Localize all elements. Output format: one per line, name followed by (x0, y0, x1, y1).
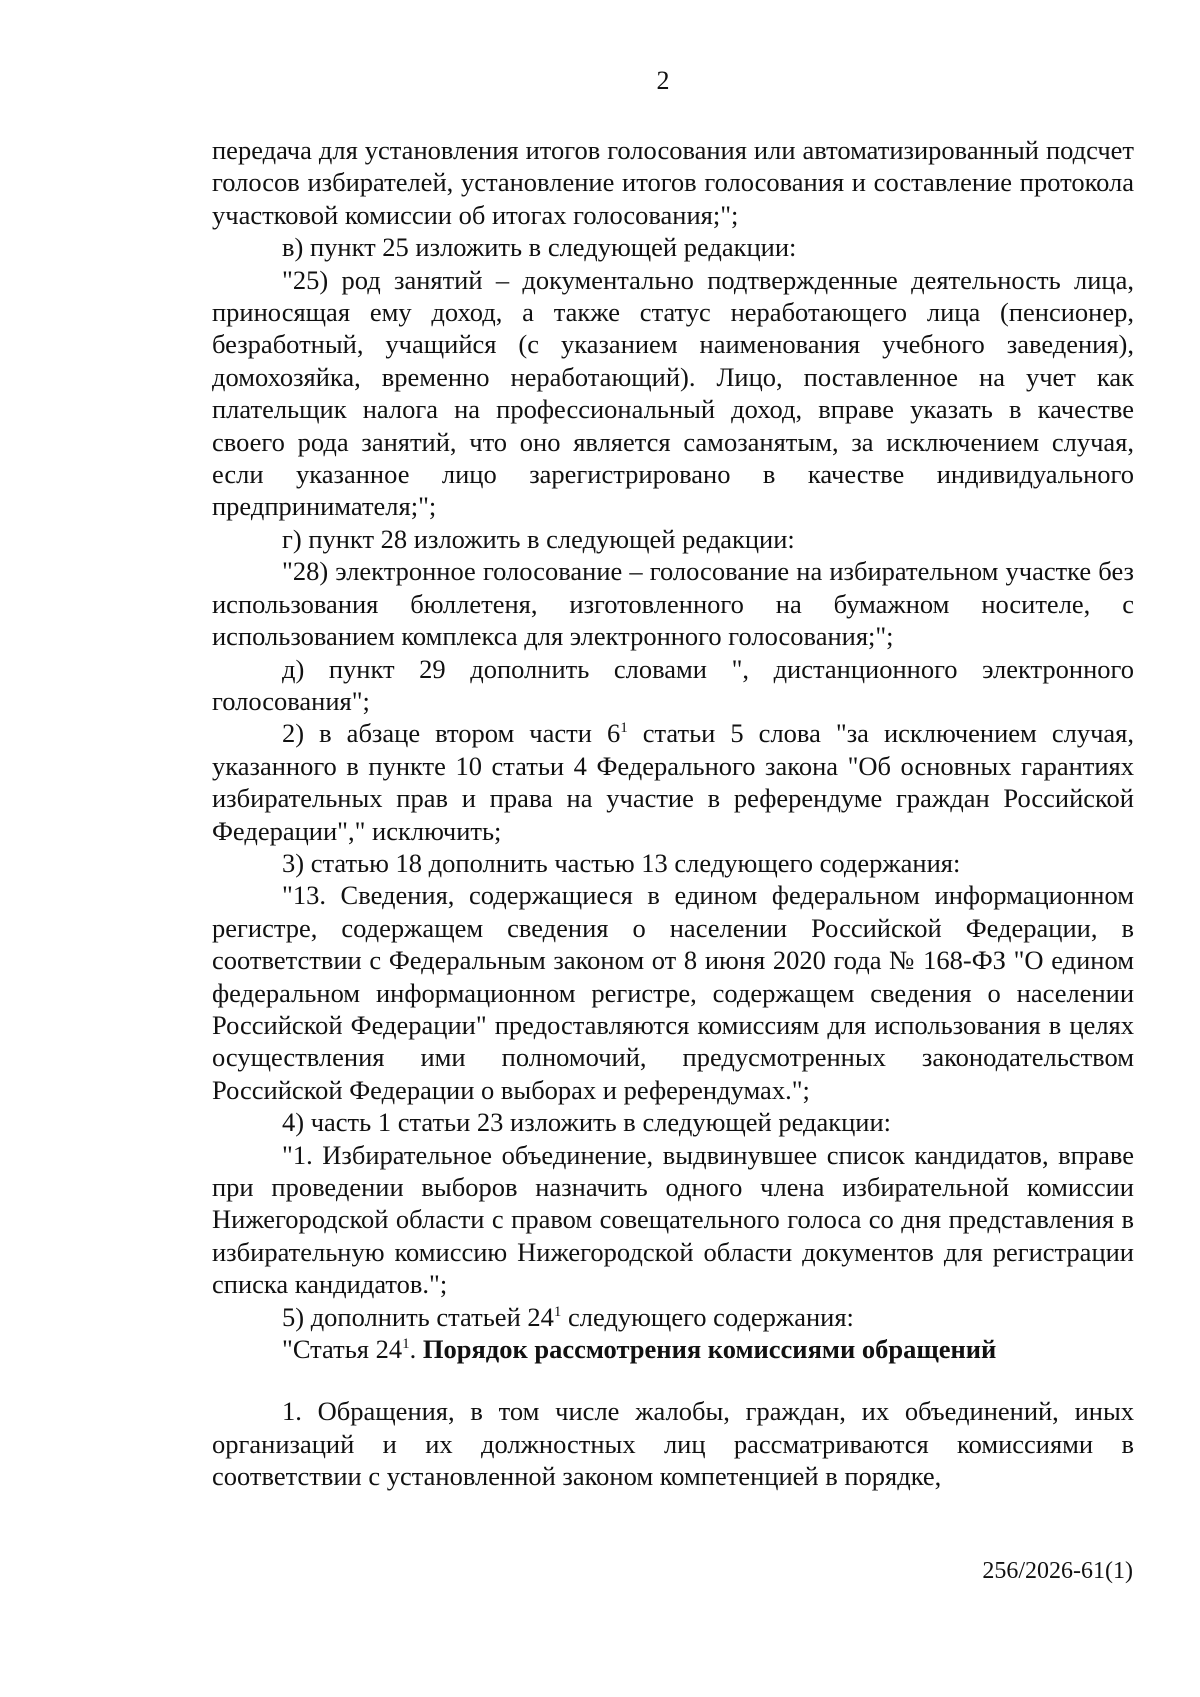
paragraph: "25) род занятий – документально подтвержденные деятельность лица, приносящая ему доход, а также статус неработающего лица (пенсионер, безработный, учащийся (с указанием наименования учебного заведения), домохозяйка, временно неработающий). Лицо, поставленное на учет как плательщик налога на профессиональный доход, вправе указать в качестве своего рода занятий, что оно является самозанятым, за исключением случая, если указанное лицо зарегистрировано в качестве индивидуального предпринимателя;"; (212, 264, 1134, 522)
paragraph: в) пункт 25 изложить в следующей редакции: (282, 232, 797, 263)
paragraph: передача для установления итогов голосования или автоматизированный подсчет голосов избирателей, установление итогов голосования и составление протокола участковой комиссии об итогах голосования;"; (212, 135, 1134, 230)
paragraph-text: 5) дополнить статьей 24 (282, 1301, 554, 1332)
paragraph: 3) статью 18 дополнить частью 13 следующего содержания: (282, 847, 961, 878)
paragraph-text: следующего содержания: (561, 1301, 854, 1332)
paragraph: 4) часть 1 статьи 23 изложить в следующей редакции: (282, 1107, 892, 1138)
page-number: 2 (656, 66, 670, 95)
paragraph: "28) электронное голосование – голосование на избирательном участке без использования бюллетеня, изготовленного на бумажном носителе, с использованием комплекса для электронного голосования;"; (212, 556, 1134, 652)
document-body (212, 134, 1134, 1493)
paragraph (212, 717, 1134, 847)
paragraph: г) пункт 28 изложить в следующей редакции: (282, 523, 795, 554)
superscript: 1 (553, 1303, 562, 1320)
superscript: 1 (620, 720, 628, 737)
spacer (212, 1365, 1134, 1395)
paragraph-text: 2) в абзаце втором части 6 (282, 718, 621, 749)
document-code: 256/2026-61(1) (982, 1558, 1133, 1584)
paragraph: "13. Сведения, содержащиеся в едином федеральном информационном регистре, содержащем сведения о населении Российской Федерации, в соответствии с Федеральным законом от 8 июня 2020 года № 168-ФЗ "О едином федеральном информационном регистре, содержащем сведения о населении Российской Федерации" предоставляются комиссиям для использования в целях осуществления ими полномочий, предусмотренных законодательством Российской Федерации о выборах и референдумах."; (212, 880, 1134, 1105)
paragraph (212, 1301, 1134, 1333)
paragraph: "1. Избирательное объединение, выдвинувшее список кандидатов, вправе при проведении выборов назначить одного члена избирательной комиссии Нижегородской области с правом совещательного голоса со дня представления в избирательную комиссию Нижегородской области документов для регистрации списка кандидатов."; (212, 1139, 1134, 1300)
article-prefix: "Статья 24 (282, 1334, 403, 1365)
paragraph: д) пункт 29 дополнить словами ", дистанционного электронного голосования"; (212, 653, 1134, 716)
article-dot: . (409, 1334, 423, 1365)
article-title: Порядок рассмотрения комиссиями обращений (422, 1334, 997, 1365)
article-heading (212, 1333, 1134, 1365)
paragraph-text: статьи 5 слова "за исключением случая, указанного в пункте 10 статьи 4 Федерального закона "Об основных гарантиях избирательных прав и права на участие в референдуме граждан Российской Федерации"," исключить; (212, 718, 1134, 846)
superscript: 1 (402, 1336, 410, 1353)
paragraph: 1. Обращения, в том числе жалобы, граждан, их объединений, иных организаций и их должностных лиц рассматриваются комиссиями в соответствии с установленной законом компетенцией в порядке, (212, 1396, 1134, 1492)
